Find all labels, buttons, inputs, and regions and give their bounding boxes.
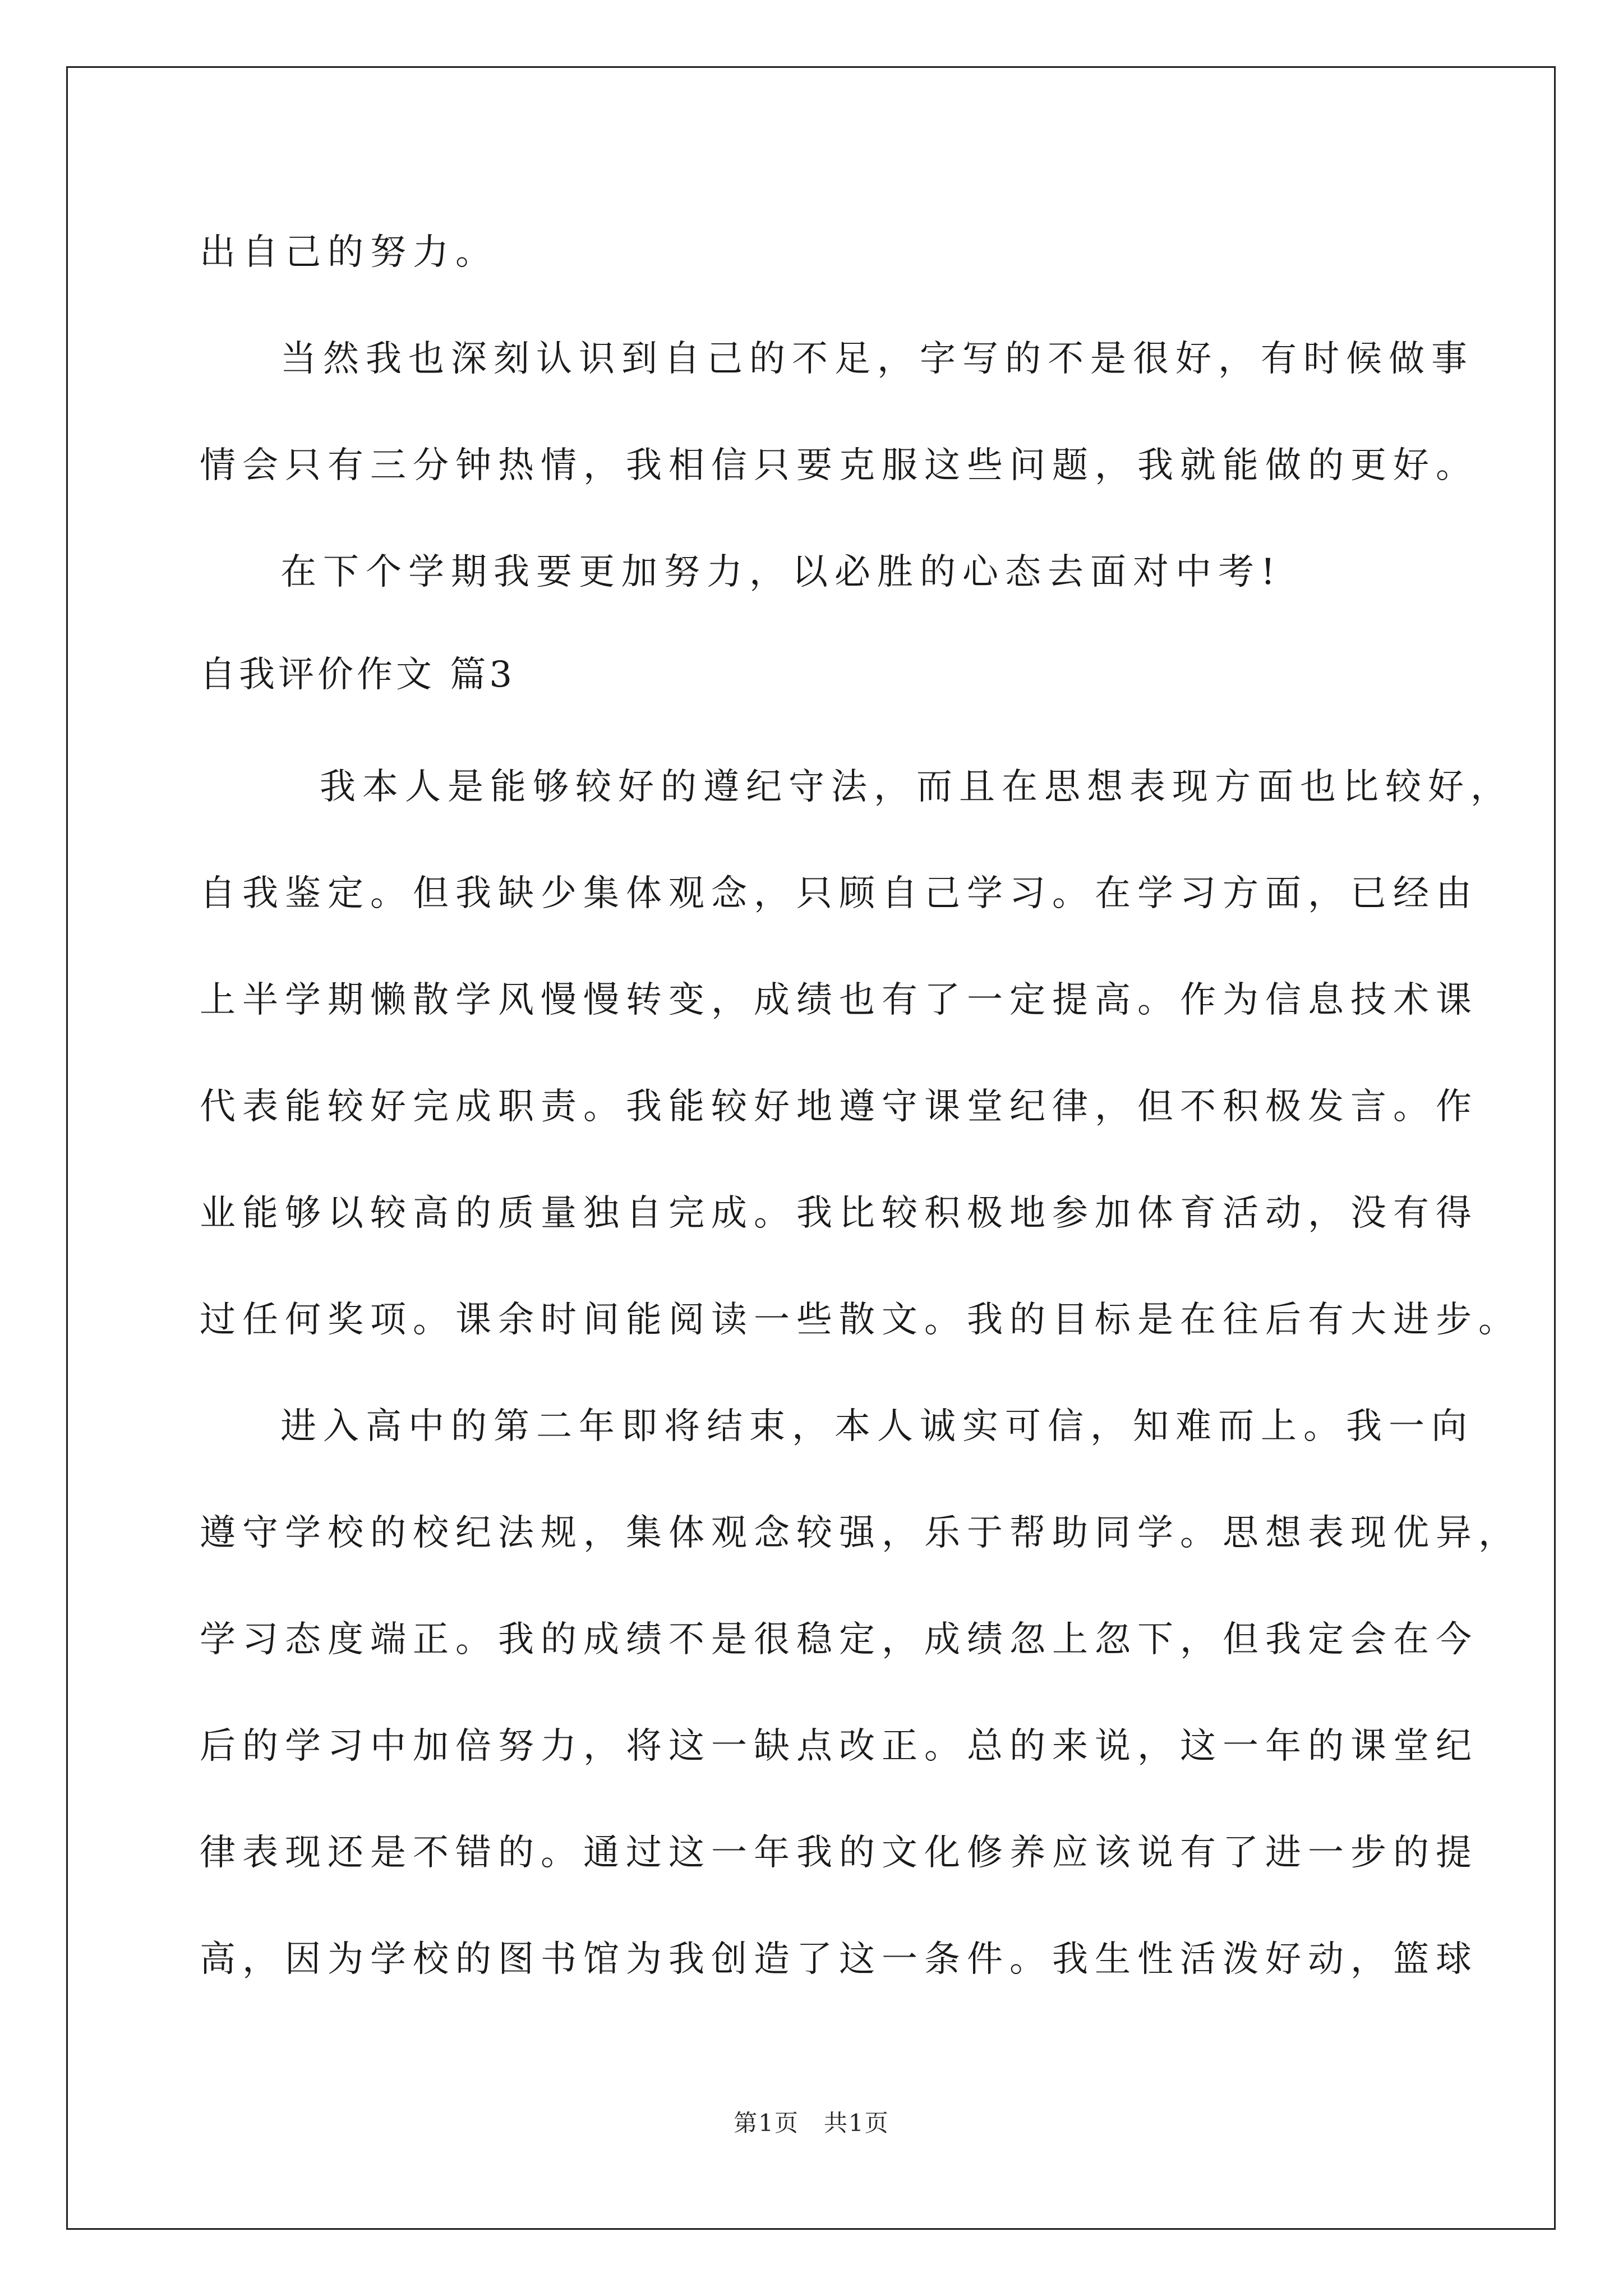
- text-line: 高，因为学校的图书馆为我创造了这一条件。我生性活泼好动，篮球: [200, 1939, 1478, 1980]
- text-line: 业能够以较高的质量独自完成。我比较积极地参加体育活动，没有得: [200, 1193, 1478, 1234]
- page-border: [66, 66, 1556, 2230]
- paragraph-start-line: 当然我也深刻认识到自己的不足，字写的不是很好，有时候做事: [280, 338, 1474, 380]
- text-line: 情会只有三分钟热情，我相信只要克服这些问题，我就能做的更好。: [200, 445, 1478, 486]
- section-heading: 自我评价作文 篇3: [200, 654, 516, 696]
- text-line: 后的学习中加倍努力，将这一缺点改正。总的来说，这一年的课堂纪: [200, 1726, 1478, 1767]
- page-number-footer: 第1页 共1页: [734, 2109, 889, 2137]
- text-line: 出自己的努力。: [200, 232, 498, 273]
- text-line: 代表能较好完成职责。我能较好地遵守课堂纪律，但不积极发言。作: [200, 1086, 1478, 1128]
- text-line: 过任何奖项。课余时间能阅读一些散文。我的目标是在往后有大进步。: [200, 1299, 1521, 1341]
- text-line: 上半学期懒散学风慢慢转变，成绩也有了一定提高。作为信息技术课: [200, 979, 1478, 1021]
- paragraph-start-line: 在下个学期我要更加努力，以必胜的心态去面对中考!: [280, 551, 1282, 593]
- text-line: 自我鉴定。但我缺少集体观念，只顾自己学习。在学习方面，已经由: [200, 873, 1478, 914]
- text-line: 遵守学校的校纪法规，集体观念较强，乐于帮助同学。思想表现优异，: [200, 1512, 1521, 1554]
- paragraph-start-line: 我本人是能够较好的遵纪守法，而且在思想表现方面也比较好，: [320, 766, 1513, 808]
- text-line: 律表现还是不错的。通过这一年我的文化修养应该说有了进一步的提: [200, 1832, 1478, 1874]
- paragraph-start-line: 进入高中的第二年即将结束，本人诚实可信，知难而上。我一向: [280, 1406, 1474, 1447]
- text-line: 学习态度端正。我的成绩不是很稳定，成绩忽上忽下，但我定会在今: [200, 1619, 1478, 1660]
